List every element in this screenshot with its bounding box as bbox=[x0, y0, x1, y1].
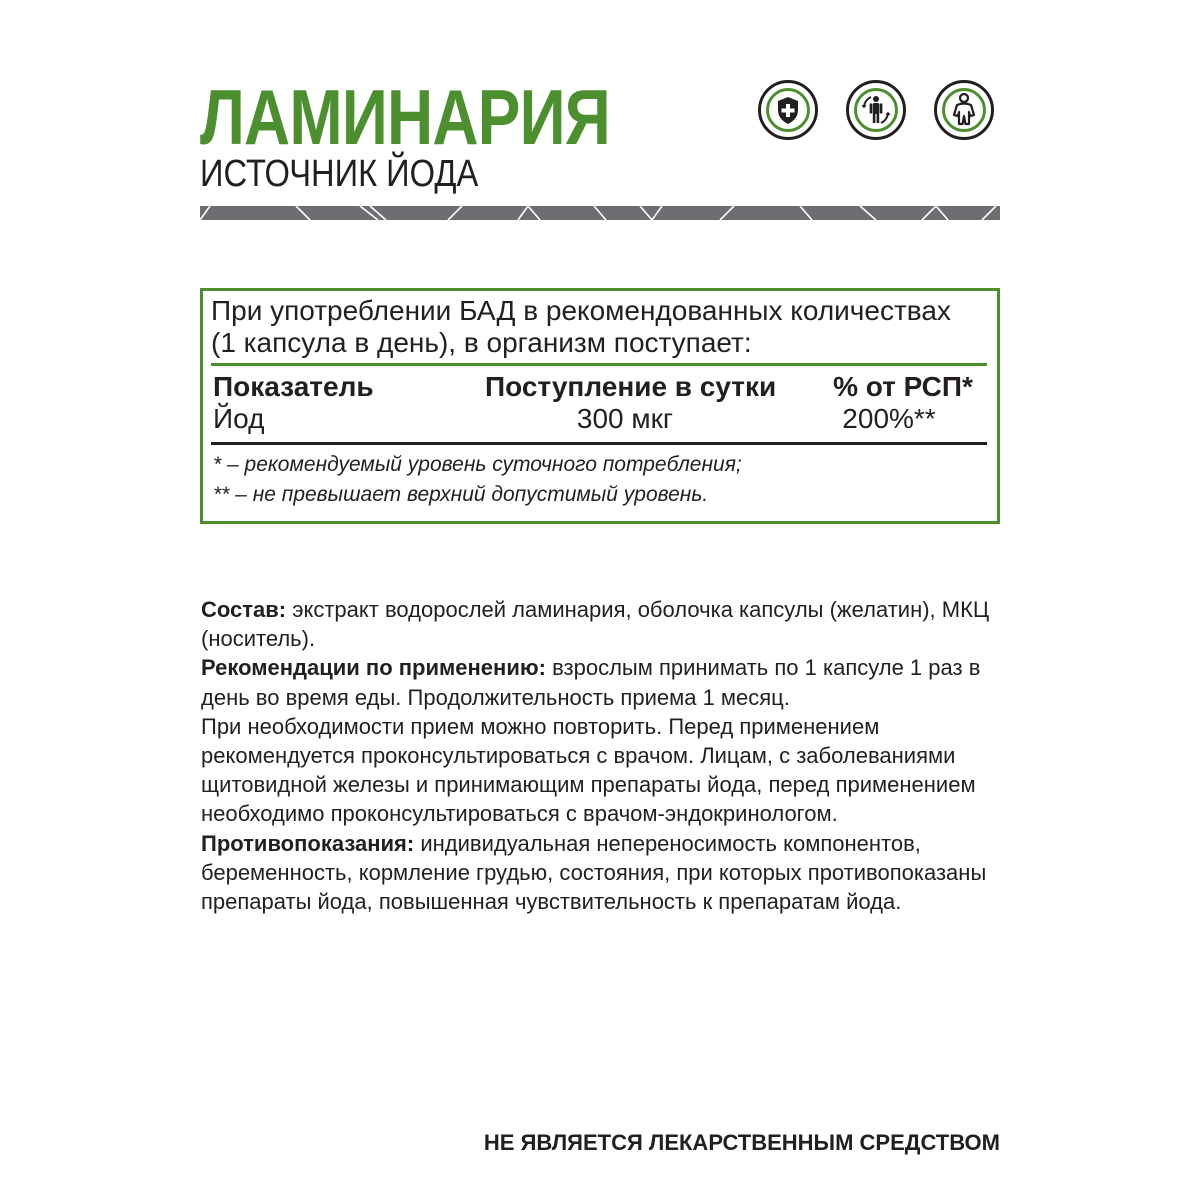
contraindications-text: индивидуальная непереносимость компонентов, беременность, кормление грудью, состояния, при которых противопоказаны препараты йода, повышенная чувствительность к препаратам йода. bbox=[201, 830, 987, 915]
contraindications-label: Противопоказания: bbox=[201, 830, 415, 856]
divider-green bbox=[211, 363, 987, 366]
footnote-1: * – рекомендуемый уровень суточного потребления; bbox=[213, 453, 742, 476]
header-indicator: Показатель bbox=[213, 371, 374, 402]
cell-indicator: Йод bbox=[213, 403, 265, 434]
divider-dark bbox=[211, 442, 987, 445]
composition-label: Состав: bbox=[201, 597, 287, 622]
composition-text: экстракт водорослей ламинария, оболочка капсулы (желатин), МКЦ (носитель). bbox=[201, 597, 990, 652]
recommendations-label: Рекомендации по применению: bbox=[201, 655, 546, 681]
icon-row bbox=[758, 80, 1000, 144]
person-outline-icon bbox=[934, 80, 994, 140]
table-row bbox=[213, 403, 983, 435]
header-percent-rsp: % от РСП* bbox=[833, 371, 973, 402]
recommendations-text: взрослым принимать по 1 капсуле 1 раз в день во время еды. Продолжительность приема 1 месяц. bbox=[201, 655, 981, 710]
info-intro-line2: (1 капсула в день), в организм поступает: bbox=[211, 327, 752, 358]
product-title: ЛАМИНАРИЯ bbox=[200, 73, 610, 161]
recommendations-paragraph-2: При необходимости прием можно повторить. Перед применением рекомендуется проконсультироваться с врачом. Лицам, с заболеваниями щитовидной железы и принимающим препараты йода, перед применением необходимо проконсультироваться с врачом-эндокринологом. bbox=[201, 713, 976, 827]
header-daily-intake: Поступление в сутки bbox=[485, 371, 777, 402]
product-description bbox=[201, 595, 1001, 916]
disclaimer: НЕ ЯВЛЯЕТСЯ ЛЕКАРСТВЕННЫМ СРЕДСТВОМ bbox=[483, 1130, 1000, 1155]
nutrition-info-box bbox=[200, 288, 1000, 524]
contraindications-paragraph bbox=[201, 829, 1001, 917]
cell-percent-rsp: 200%** bbox=[842, 403, 936, 434]
composition-paragraph bbox=[201, 595, 1001, 653]
footnote-2: ** – не превышает верхний допустимый уровень. bbox=[213, 483, 709, 506]
shield-cross-icon bbox=[758, 80, 818, 140]
person-refresh-icon bbox=[846, 80, 906, 140]
decorative-stripe bbox=[200, 206, 1000, 220]
product-subtitle: ИСТОЧНИК ЙОДА bbox=[200, 153, 479, 195]
info-intro-line1: При употреблении БАД в рекомендованных количествах bbox=[211, 295, 951, 326]
cell-daily-intake: 300 мкг bbox=[576, 403, 674, 434]
info-intro bbox=[211, 295, 991, 359]
table-header bbox=[213, 371, 983, 403]
recommendations-paragraph bbox=[201, 653, 1001, 711]
